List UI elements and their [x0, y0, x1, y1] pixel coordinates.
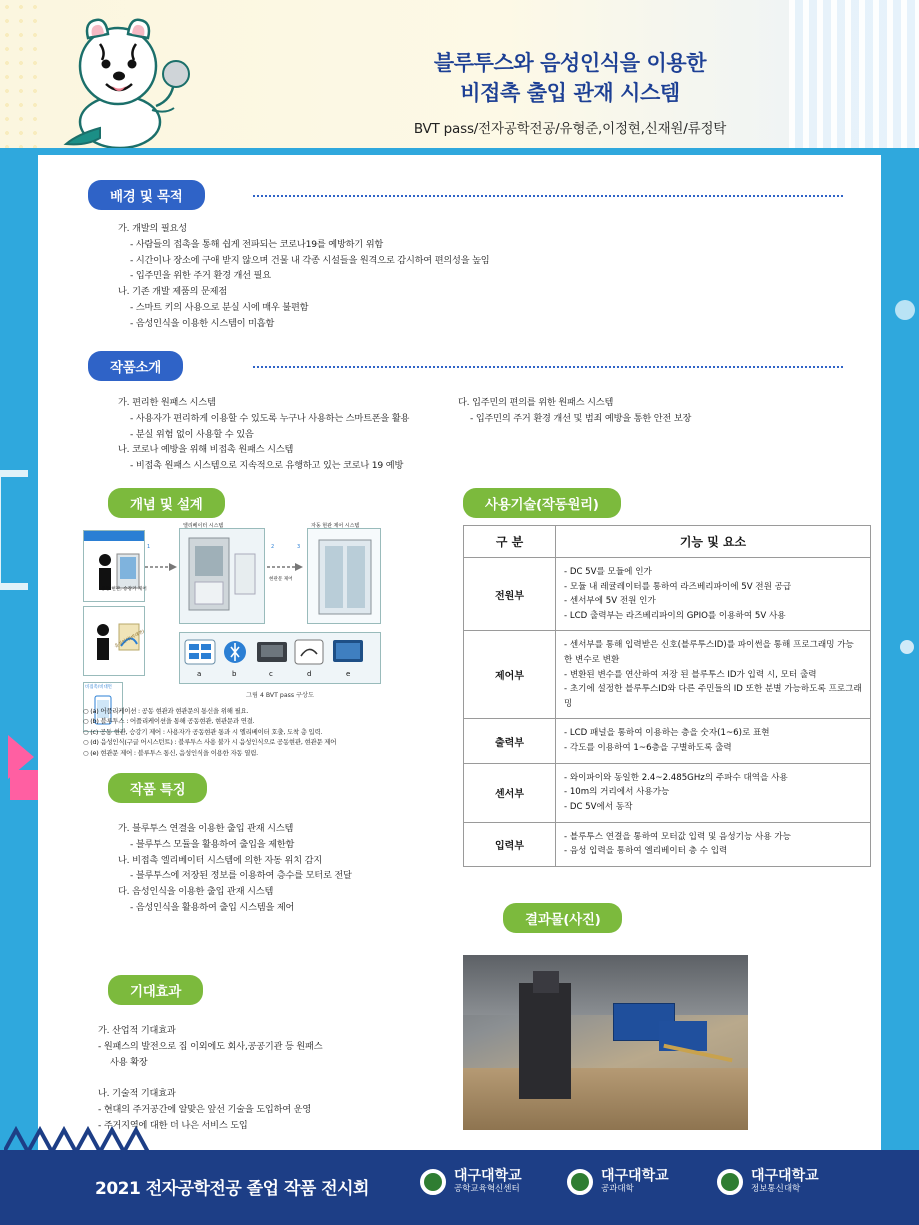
background-line: - 음성인식을 이용한 시스템이 미흡함 [130, 317, 275, 329]
poster-title-block [300, 48, 840, 137]
photo-desk [463, 1068, 748, 1130]
table-row [464, 763, 871, 822]
tech-row-category: 제어부 [464, 631, 556, 719]
diagram-step-1: 1 [147, 544, 151, 550]
features-line: 나. 비접촉 엘리베이터 시스템에 의한 자동 위치 감지 [118, 854, 322, 866]
tech-desc-line: - 블루투스 연결을 통하여 모터값 입력 및 음성기능 사용 가능 [564, 831, 791, 842]
section-intro-pill: 작품소개 [88, 351, 183, 381]
intro-left-line: - 분실 위험 없이 사용할 수 있음 [130, 428, 254, 440]
tech-col-function: 기능 및 요소 [556, 526, 871, 558]
section-background-pill: 배경 및 목적 [88, 180, 205, 210]
section-result-pill: 결과물(사진) [503, 903, 622, 933]
svg-text:d: d [307, 670, 312, 678]
photo-background [463, 955, 748, 1015]
tech-row-description [556, 631, 871, 719]
table-row [464, 558, 871, 631]
logo-1-line1: 대구대학교 [454, 1168, 522, 1185]
effects-line [98, 1070, 438, 1086]
background-line: - 입주민을 위한 주거 환경 개선 필요 [130, 270, 271, 282]
tech-table-wrap [463, 525, 871, 867]
effects-line: - 현대의 주거공간에 알맞은 앞선 기술을 도입하여 운영 [98, 1104, 312, 1116]
svg-text:c: c [269, 670, 273, 678]
diagram-label-voice: 음성인식(비대면) [113, 629, 146, 650]
tech-desc-line: - 센서부에 5V 전원 인가 [564, 596, 656, 607]
background-line: - 스마트 키의 사용으로 분실 시에 매우 불편함 [130, 302, 309, 314]
section-background-header [88, 180, 205, 210]
diagram-icon-row [183, 636, 377, 680]
content-card [38, 155, 881, 1150]
section-intro-header [88, 351, 183, 381]
tech-desc-line: - 와이파이와 동일한 2.4~2.485GHz의 주파수 대역을 사용 [564, 772, 788, 783]
section-effects-pill: 기대효과 [108, 975, 203, 1005]
background-line: 가. 개발의 필요성 [118, 223, 187, 234]
section-features-body [118, 821, 448, 916]
tech-desc-line: - 각도를 이용하여 1~6층을 구별하도록 출력 [564, 743, 732, 754]
poster-footer [0, 1150, 919, 1225]
section-features-header [108, 773, 207, 803]
tech-desc-line: - 음성 입력을 통하여 엘리베이터 층 수 입력 [564, 846, 728, 857]
diagram-figure-caption: 그림 4 BVT pass 구상도 [246, 692, 314, 699]
section-tech-pill: 사용기술(작동원리) [463, 488, 621, 518]
decor-dot-1 [895, 300, 915, 320]
section-features-pill: 작품 특징 [108, 773, 207, 803]
section-intro-right-body [458, 395, 788, 427]
svg-text:e: e [346, 670, 351, 678]
divider-background [253, 195, 843, 197]
tech-row-category: 전원부 [464, 558, 556, 631]
diagram-step-3: 3 [297, 544, 301, 550]
decor-pink-square [10, 770, 40, 800]
tech-table [463, 525, 871, 867]
prototype-photo [463, 955, 748, 1130]
tech-desc-line: - 변환된 변수를 연산하여 저장 된 블루투스 ID가 입력 시, 모터 출력 [564, 669, 817, 680]
intro-right-line: 다. 입주민의 편의를 위한 원패스 시스템 [458, 397, 614, 408]
footer-zigzag-decor [4, 1124, 154, 1154]
effects-line: 나. 기술적 기대효과 [98, 1088, 176, 1100]
tech-desc-line: - 10m의 거리에서 사용가능 [564, 787, 670, 798]
section-design-header [108, 488, 225, 518]
section-tech-header [463, 488, 621, 518]
table-row [464, 719, 871, 763]
tech-row-category: 입력부 [464, 822, 556, 866]
diagram-legend-item: ○ (b) 블루투스 : 어플리케이션을 통해 공동현관, 현관문과 연결. [83, 717, 255, 726]
logo-2 [565, 1167, 669, 1197]
features-line: 다. 음성인식을 이용한 출입 관재 시스템 [118, 886, 274, 898]
features-line: - 블루투스 모듈을 활용하여 출입을 제한함 [130, 838, 295, 850]
background-line: - 사람들의 접촉을 통해 쉽게 전파되는 코로나19를 예방하기 위함 [130, 238, 384, 250]
logo-3-line1: 대구대학교 [751, 1168, 819, 1185]
diagram-label-bluetooth-1: 블루투스 [85, 525, 103, 530]
tech-desc-line: - LCD 패널을 통하여 이용하는 층을 숫자(1~6)로 표현 [564, 728, 770, 739]
diagram-label-auto-door: 자동 현관 제어 시스템 [311, 523, 360, 529]
svg-text:a: a [197, 670, 202, 678]
decor-dot-2 [900, 640, 914, 654]
diagram-elevator-icon [183, 534, 261, 618]
diagram-label-door-ctrl: 공동 현관, 승강기 제어 [101, 587, 147, 592]
intro-left-line: - 사용자가 편리하게 이용할 수 있도록 누구나 사용하는 스마트폰을 활용 [130, 412, 410, 424]
background-line: - 시간이나 장소에 구애 받지 않으며 건물 내 각종 시설들을 원격으로 감시하여 편의성을 높임 [130, 254, 490, 266]
logo-1 [418, 1167, 522, 1197]
intro-left-line: - 비접촉 원패스 시스템으로 지속적으로 유행하고 있는 코로나 19 예방 [130, 460, 404, 472]
features-line: - 블루투스에 저장된 정보를 이용하여 층수를 모터로 전달 [130, 870, 352, 882]
intro-left-line: 가. 편리한 원패스 시스템 [118, 397, 216, 408]
features-line: 가. 블루투스 연결을 이용한 출입 관재 시스템 [118, 823, 294, 834]
section-design-pill: 개념 및 설계 [108, 488, 225, 518]
diagram-person-icon-2 [83, 606, 145, 676]
diagram-legend-item: ○ (a) 어플리케이션 : 공동 현관과 현관문의 통신을 위해 필요. [83, 707, 249, 715]
diagram-sliding-door-icon [315, 538, 375, 618]
diagram-label-contactless: 비접촉/비대면 [85, 685, 112, 690]
diagram-legend-item: ○ (e) 현관문 제어 : 블루투스 통신, 음성인식을 이용한 자동 열림. [83, 748, 259, 757]
logo-1-line2: 공학교육혁신센터 [454, 1184, 520, 1195]
logo-3-mark-icon [715, 1167, 745, 1197]
tech-desc-line: - LCD 출력부는 라즈베리파이의 GPIO를 이용하여 5V 사용 [564, 610, 786, 621]
tech-row-description [556, 558, 871, 631]
tiger-mascot-icon [48, 10, 208, 148]
tech-desc-line: - 초기에 설정한 블루투스ID와 다른 주민들의 ID 또한 분별 가능하도록 프로그래밍 [564, 684, 862, 709]
tech-table-header-row [464, 526, 871, 558]
tech-row-category: 출력부 [464, 719, 556, 763]
poster-header [0, 0, 919, 148]
section-intro-left-body [118, 395, 478, 474]
logo-3 [715, 1167, 819, 1197]
title-subtitle: BVT pass/전자공학전공/유형준,이정현,신재원/류정탁 [413, 120, 727, 137]
section-result-header [503, 903, 622, 933]
tech-desc-line: - DC 5V에서 동작 [564, 801, 633, 812]
table-row [464, 822, 871, 866]
logo-2-line1: 대구대학교 [601, 1168, 669, 1185]
diagram-step-2: 2 [271, 544, 275, 550]
effects-line: - 원패스의 발전으로 집 이외에도 회사,공공기관 등 원패스 [98, 1040, 323, 1052]
svg-text:b: b [232, 670, 237, 678]
diagram-label-door-control: 현관문 제어 [269, 577, 293, 582]
logo-2-line2: 공과대학 [601, 1184, 634, 1195]
effects-line: 가. 산업적 기대효과 [98, 1025, 176, 1036]
divider-intro [253, 366, 843, 368]
diagram-legend-item: ○ (d) 음성인식(구글 어시스턴트) : 블루투스 사용 불가 시 음성인식으로 공동현관, 현관문 제어 [83, 738, 337, 747]
intro-left-line: 나. 코로나 예방을 위해 비접촉 원패스 시스템 [118, 444, 294, 456]
intro-right-line: - 입주민의 주거 환경 개선 및 범죄 예방을 통한 안전 보장 [470, 412, 692, 424]
photo-tower-top [533, 971, 559, 993]
background-line: 나. 기존 개발 제품의 문제점 [118, 286, 228, 298]
effects-line: - 주거지역에 대한 더 나은 서비스 도입 [98, 1119, 248, 1131]
diagram-legend-item: ○ (c) 공동 현관, 승강기 제어 : 사용자가 공동현관 통과 시 엘리베이터 호출, 도착 층 입력. [83, 727, 323, 736]
effects-line: 사용 확장 [110, 1056, 148, 1068]
section-effects-header [108, 975, 203, 1005]
title-line-1: 블루투스와 음성인식을 이용한 [433, 51, 707, 75]
diagram-legend [83, 706, 403, 758]
logo-2-mark-icon [565, 1167, 595, 1197]
tech-desc-line: - 모듈 내 레귤레이터를 통하여 라즈베리파이에 5V 전원 공급 [564, 581, 792, 592]
diagram-arrow-1 [145, 560, 177, 574]
table-row [464, 631, 871, 719]
tech-row-description [556, 822, 871, 866]
features-line: - 음성인식을 활용하여 출입 시스템을 제어 [130, 902, 295, 914]
title-line-2: 비접촉 출입 관재 시스템 [460, 81, 680, 106]
diagram-label-elevator: 엘리베이터 시스템 [183, 523, 224, 529]
logo-1-mark-icon [418, 1167, 448, 1197]
tech-col-category: 구 분 [464, 526, 556, 558]
header-dot-pattern [0, 0, 40, 148]
section-background-body [118, 221, 818, 332]
tech-desc-line: - DC 5V를 모듈에 인가 [564, 567, 652, 577]
photo-tower-structure [519, 983, 571, 1099]
diagram-arrow-2 [267, 560, 303, 574]
decor-lines-left [0, 470, 28, 590]
tech-row-category: 센서부 [464, 763, 556, 822]
tech-row-description [556, 719, 871, 763]
logo-3-line2: 정보통신대학 [751, 1184, 801, 1195]
concept-diagram [83, 520, 403, 755]
footer-title: 2021 전자공학전공 졸업 작품 전시회 [95, 1179, 369, 1199]
tech-row-description [556, 763, 871, 822]
tech-table-body [464, 558, 871, 867]
tech-desc-line: - 센서부를 통해 입력받은 신호(블루투스ID)를 파이썬을 통해 프로그래밍 가능한 변수로 변환 [564, 640, 854, 666]
